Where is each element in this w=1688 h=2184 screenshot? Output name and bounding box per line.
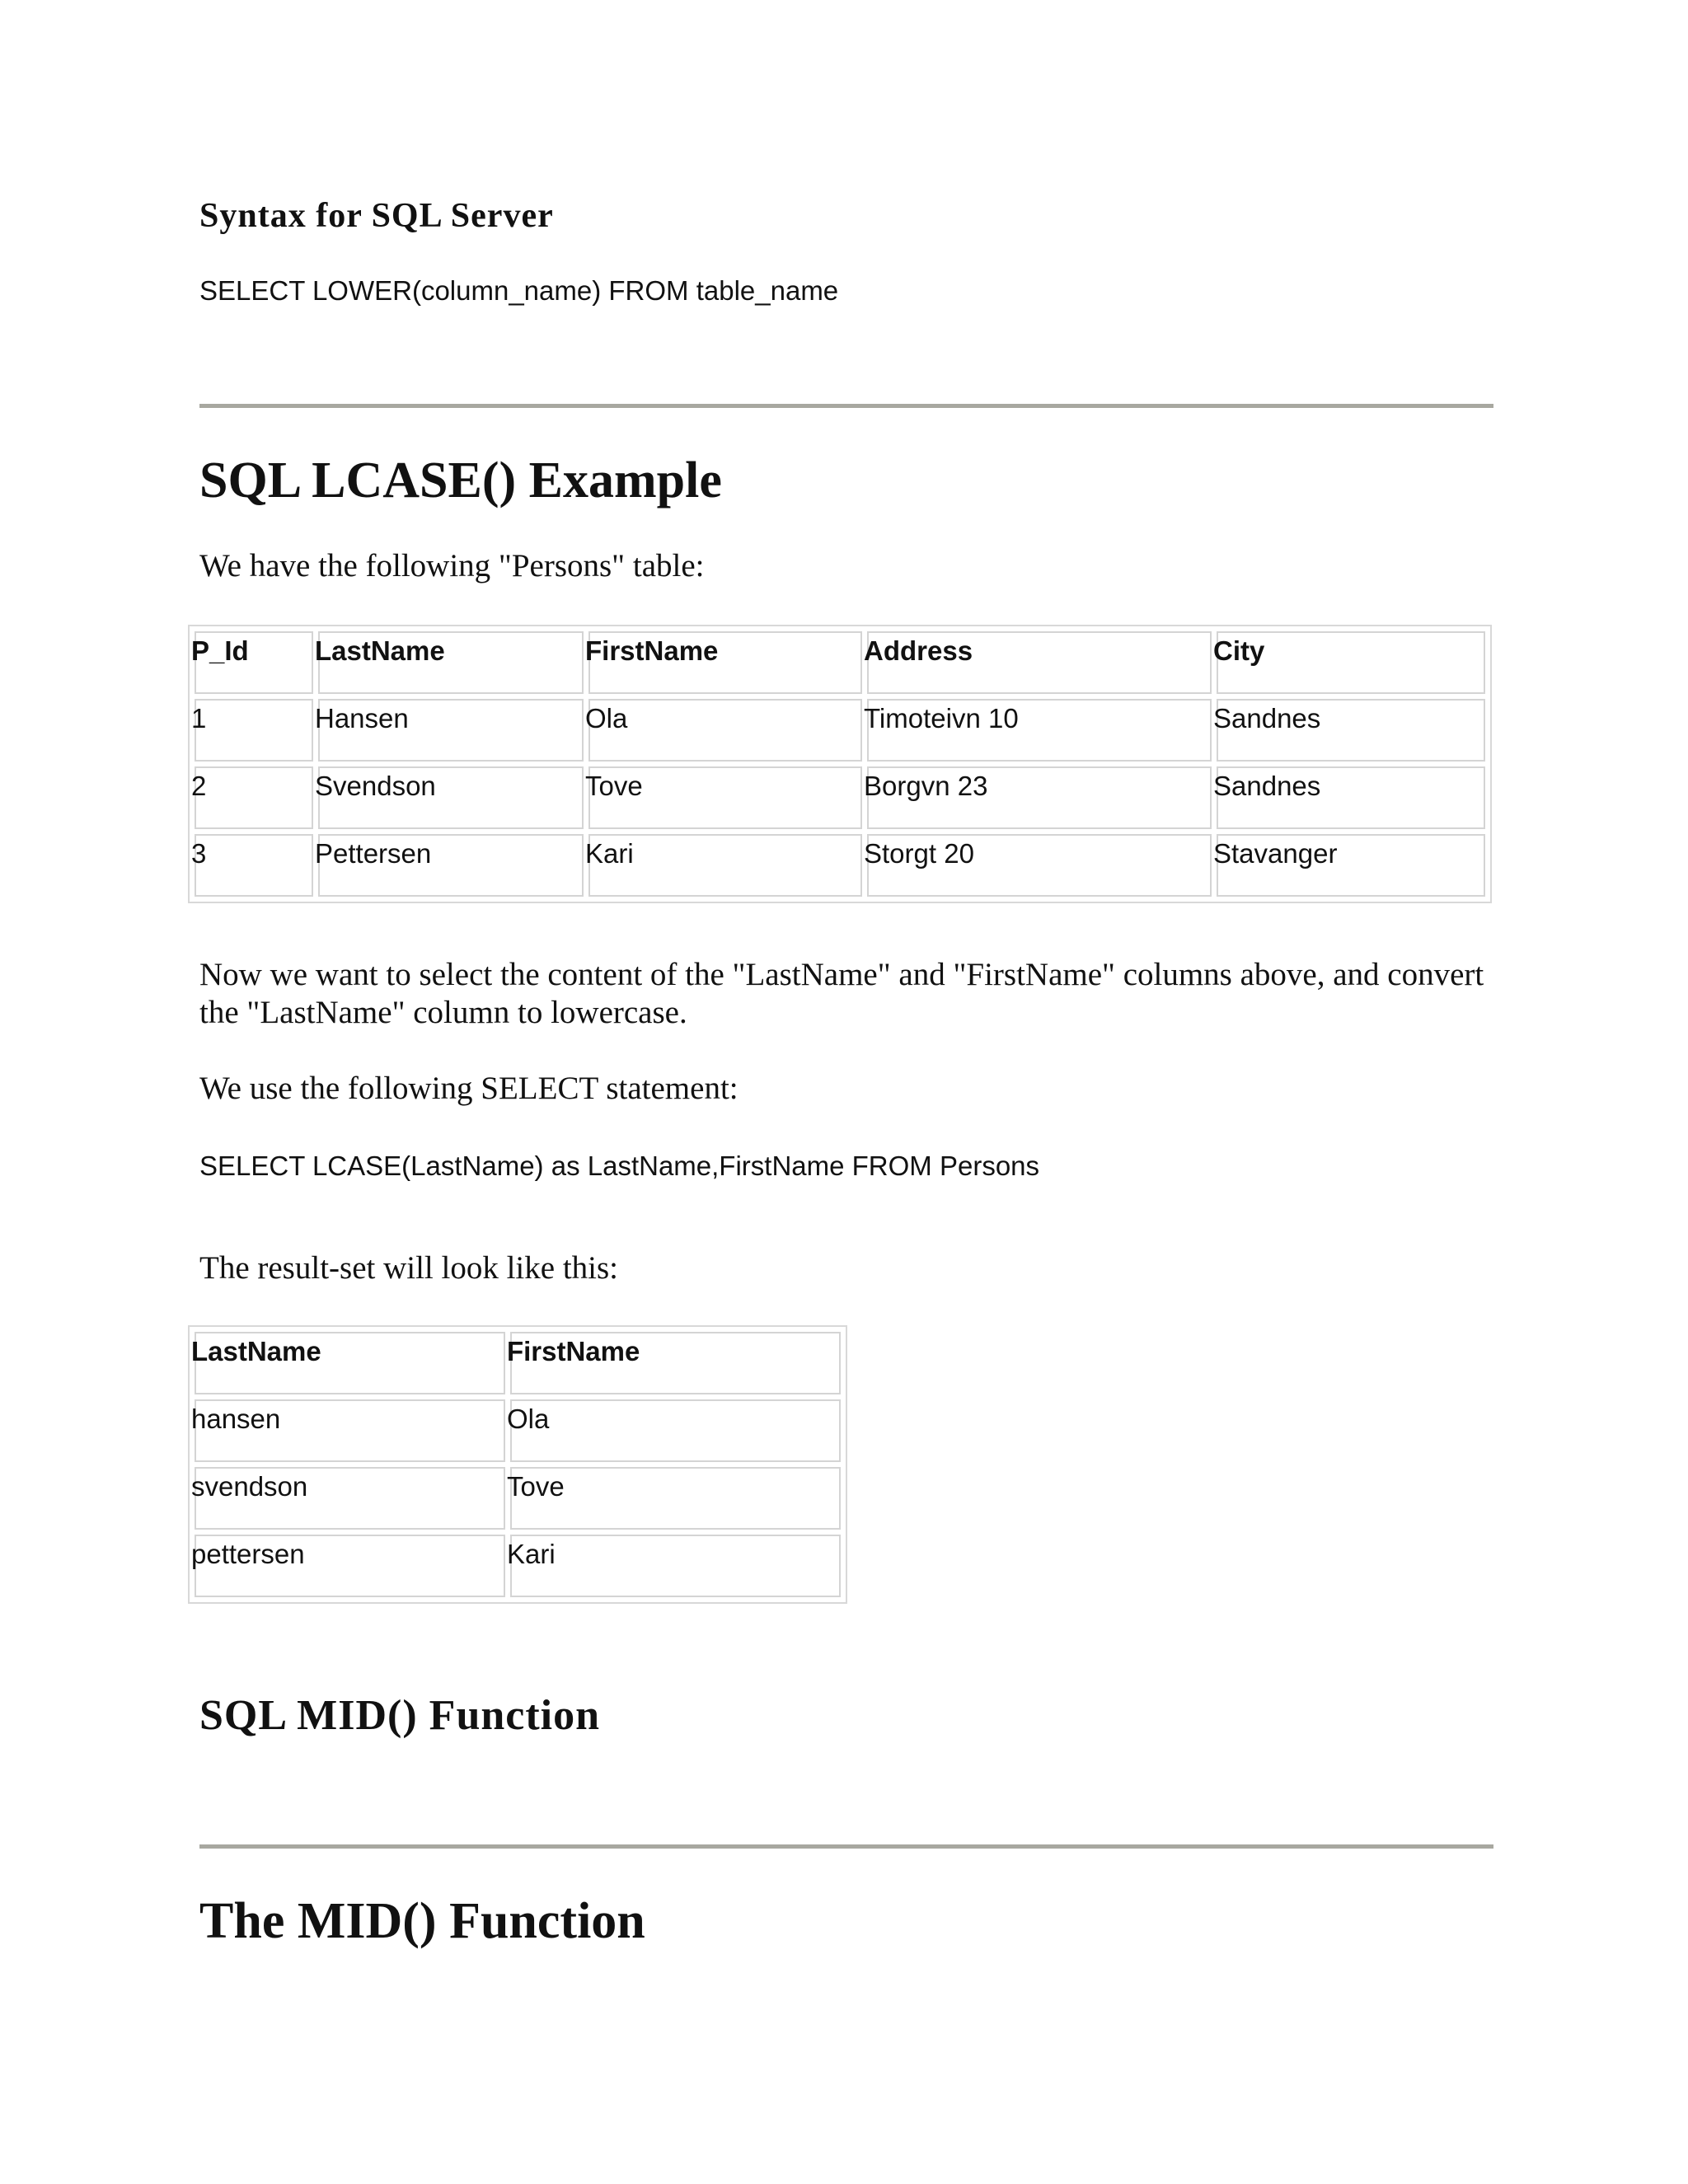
table-cell: pettersen: [195, 1535, 505, 1597]
column-header: FirstName: [588, 631, 862, 694]
column-header: FirstName: [510, 1332, 841, 1394]
table-cell: Pettersen: [318, 834, 584, 897]
column-header: LastName: [318, 631, 584, 694]
column-header: LastName: [195, 1332, 505, 1394]
result-intro: The result-set will look like this:: [199, 1250, 619, 1286]
table-row: [195, 766, 1485, 829]
table-cell: Hansen: [318, 699, 584, 762]
explain-paragraph: Now we want to select the content of the "LastName" and "FirstName" columns above, and convert the "LastName" column to lowercase.: [199, 957, 1484, 1030]
statement-intro: We use the following SELECT statement:: [199, 1071, 738, 1106]
table-cell: Storgt 20: [867, 834, 1212, 897]
table-row: [195, 834, 1485, 897]
horizontal-rule: [199, 1844, 1493, 1849]
table-cell: Ola: [510, 1399, 841, 1462]
table-header-row: [195, 631, 1485, 694]
table-row: [195, 699, 1485, 762]
column-header: P_Id: [195, 631, 313, 694]
syntax-code: SELECT LOWER(column_name) FROM table_name: [199, 275, 839, 306]
statement-code: SELECT LCASE(LastName) as LastName,FirstName FROM Persons: [199, 1151, 1040, 1181]
table-cell: hansen: [195, 1399, 505, 1462]
table-cell: 1: [195, 699, 313, 762]
table-cell: Sandnes: [1217, 766, 1485, 829]
table-cell: Kari: [510, 1535, 841, 1597]
result-table: [188, 1325, 847, 1604]
example-intro: We have the following "Persons" table:: [199, 548, 705, 583]
table-cell: Sandnes: [1217, 699, 1485, 762]
horizontal-rule: [199, 404, 1493, 408]
table-cell: Kari: [588, 834, 862, 897]
syntax-heading: Syntax for SQL Server: [199, 197, 554, 235]
table-cell: svendson: [195, 1467, 505, 1530]
table-cell: 2: [195, 766, 313, 829]
mid-heading: SQL MID() Function: [199, 1692, 601, 1739]
column-header: City: [1217, 631, 1485, 694]
mid-function-heading: The MID() Function: [199, 1893, 645, 1949]
table-row: [195, 1399, 841, 1462]
persons-table: [188, 625, 1492, 903]
table-cell: Timoteivn 10: [867, 699, 1212, 762]
table-row: [195, 1535, 841, 1597]
column-header: Address: [867, 631, 1212, 694]
table-header-row: [195, 1332, 841, 1394]
table-cell: Svendson: [318, 766, 584, 829]
table-row: [195, 1467, 841, 1530]
table-cell: 3: [195, 834, 313, 897]
table-cell: Tove: [588, 766, 862, 829]
table-cell: Stavanger: [1217, 834, 1485, 897]
table-cell: Ola: [588, 699, 862, 762]
table-cell: Tove: [510, 1467, 841, 1530]
example-heading: SQL LCASE() Example: [199, 452, 722, 509]
table-cell: Borgvn 23: [867, 766, 1212, 829]
